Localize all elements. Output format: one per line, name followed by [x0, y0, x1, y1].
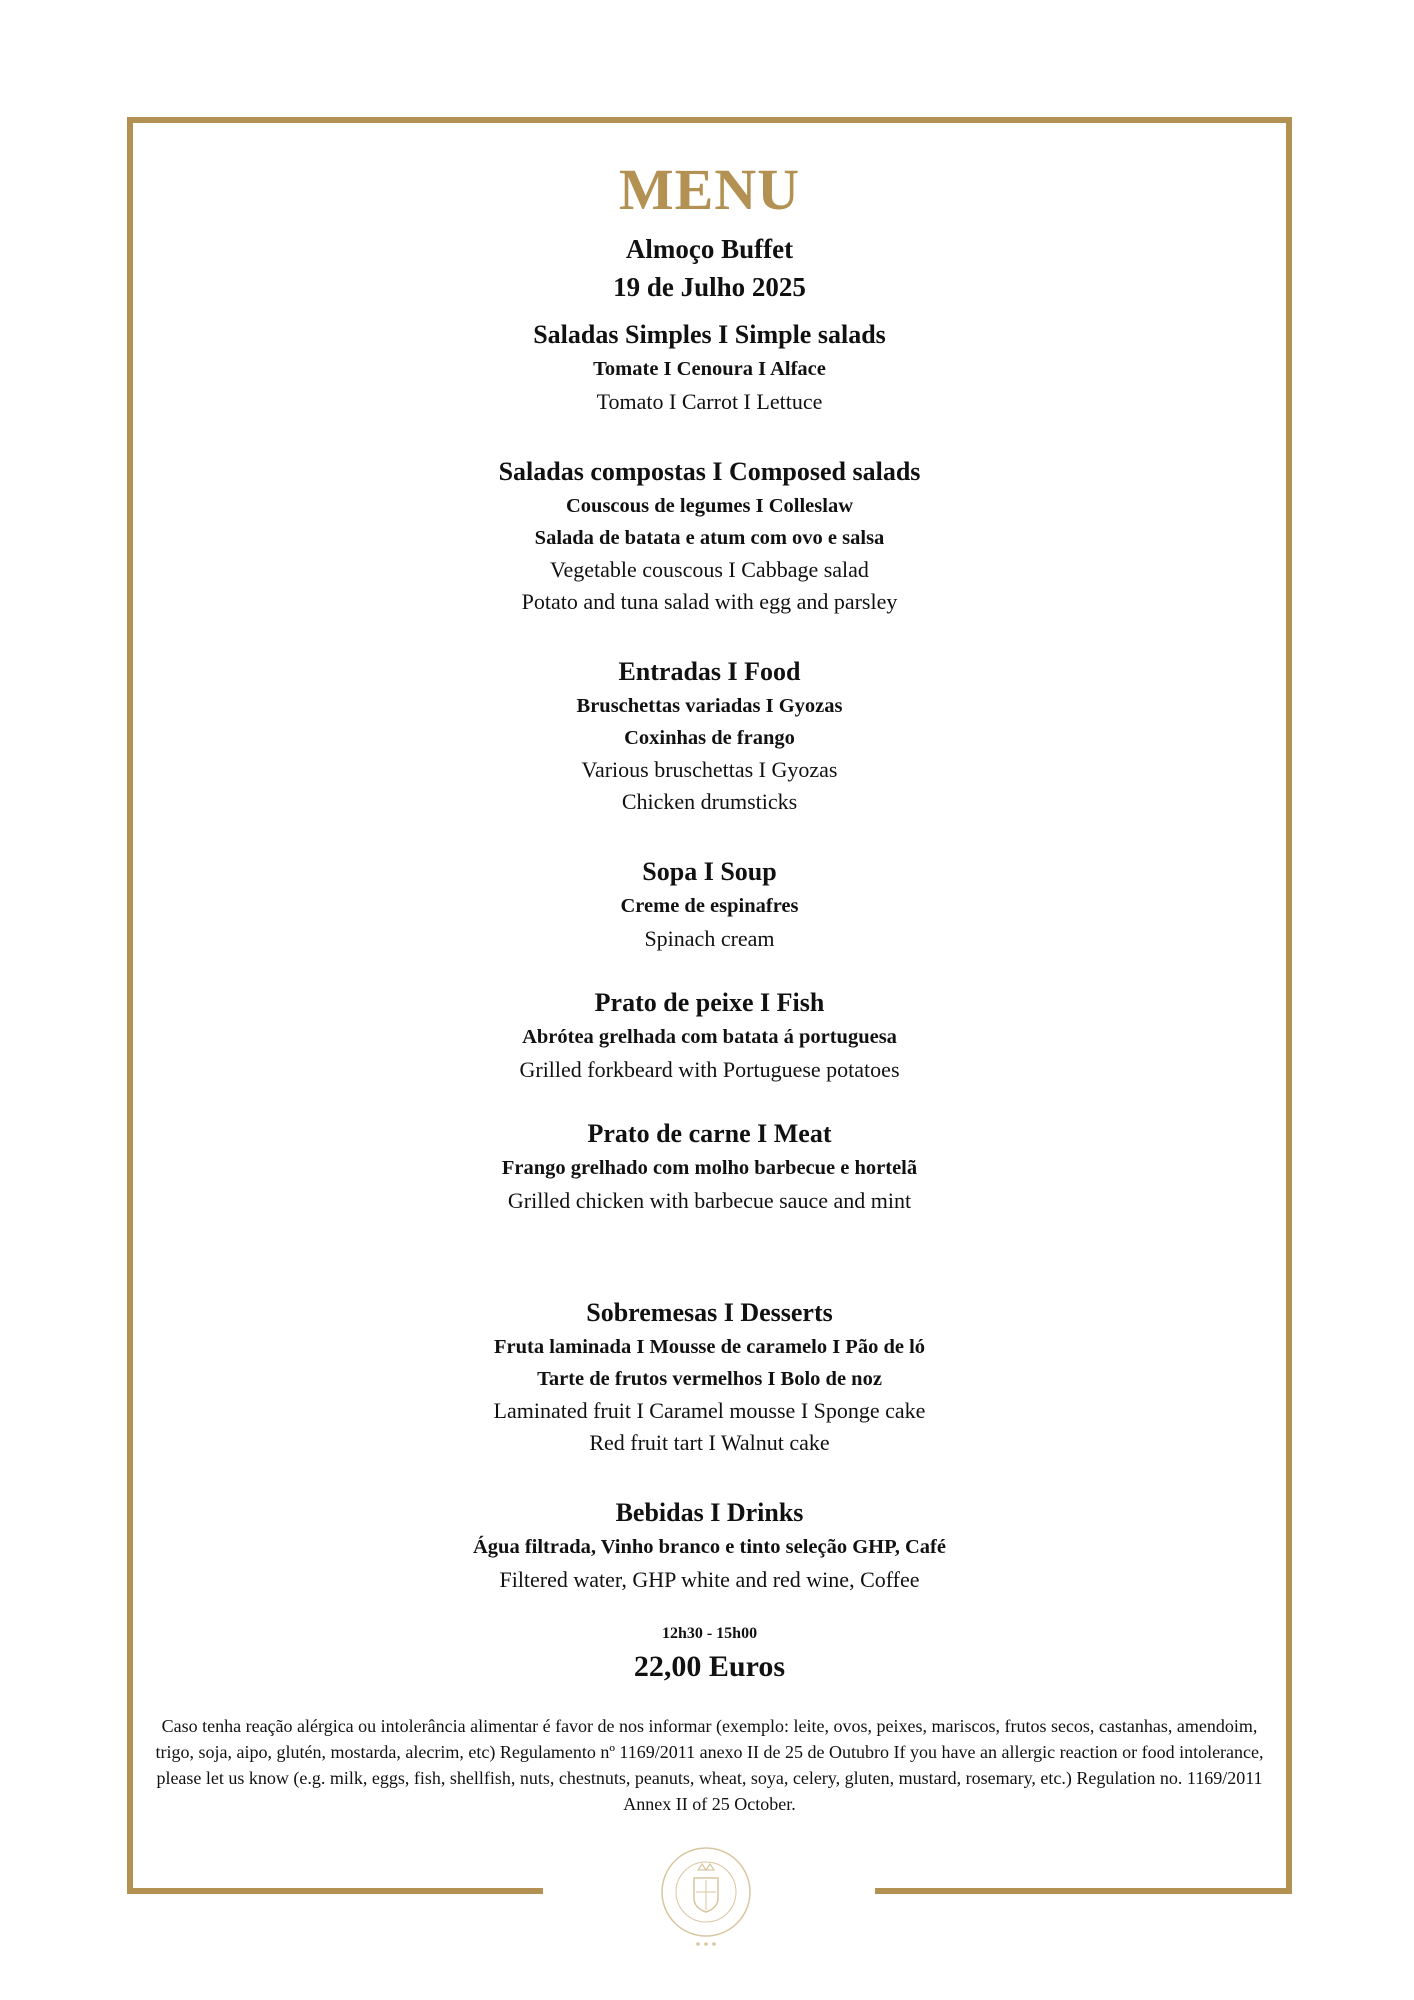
dish-portuguese: Frango grelhado com molho barbecue e hortelã: [501, 1157, 918, 1179]
menu-section: [133, 1494, 1286, 1595]
dish-english: Laminated fruit I Caramel mousse I Sponge cake: [493, 1398, 926, 1423]
service-hours: 12h30 - 15h00: [661, 1625, 758, 1642]
menu-date: 19 de Julho 2025: [613, 272, 806, 302]
menu-section: [133, 984, 1286, 1085]
frame-bottom-right-border: [875, 1888, 1292, 1894]
menu-section: [133, 1294, 1286, 1458]
dish-english: Vegetable couscous I Cabbage salad: [550, 557, 869, 582]
dish-portuguese: Tomate I Cenoura I Alface: [593, 358, 826, 380]
dish-portuguese: Tarte de frutos vermelhos I Bolo de noz: [537, 1367, 882, 1390]
allergy-note: Caso tenha reação alérgica ou intolerância alimentar é favor de nos informar (exemplo: leite, ovos, peixes, mariscos, frutos secos, castanhas, amendoim, trigo, soja, aipo, glutén, mostarda, alecrim, etc) Regulamento nº 1169/2011 anexo II de 25 de Outubro If you have an allergic reaction or food intolerance, please let us know (e.g. milk, eggs, fish, shellfish, nuts, chestnuts, peanuts, wheat, soya, celery, gluten, mustard, rosemary, etc.) Regulation no. 1169/2011 Annex II of 25 October.: [155, 1716, 1264, 1814]
menu-price: 22,00 Euros: [633, 1650, 786, 1683]
dish-portuguese: Bruschettas variadas I Gyozas: [576, 695, 843, 717]
dish-portuguese: Água filtrada, Vinho branco e tinto seleção GHP, Café: [472, 1536, 946, 1558]
section-heading: Entradas I Food: [618, 657, 801, 686]
dish-portuguese: Salada de batata e atum com ovo e salsa: [534, 526, 885, 549]
dish-english: Tomato I Carrot I Lettuce: [596, 388, 823, 414]
section-heading: Prato de peixe I Fish: [594, 988, 825, 1017]
hotel-crest-icon: [656, 1840, 756, 1950]
dish-portuguese: Fruta laminada I Mousse de caramelo I Pão de ló: [493, 1336, 926, 1358]
menu-section: [133, 453, 1286, 617]
menu-section: [133, 316, 1286, 417]
frame-right-border: [1286, 117, 1292, 1894]
dish-english: Chicken drumsticks: [621, 788, 798, 814]
frame-bottom-left-border: [127, 1888, 543, 1894]
dish-english: Filtered water, GHP white and red wine, Coffee: [499, 1566, 920, 1592]
dish-english: Grilled chicken with barbecue sauce and mint: [507, 1187, 912, 1213]
dish-english: Potato and tuna salad with egg and parsley: [521, 588, 898, 614]
section-heading: Saladas compostas I Composed salads: [498, 457, 921, 486]
menu-section: [133, 1115, 1286, 1216]
dish-english: Grilled forkbeard with Portuguese potatoes: [519, 1056, 900, 1082]
dish-portuguese: Creme de espinafres: [620, 895, 799, 917]
menu-sections: [133, 316, 1286, 1595]
dish-english: Various bruschettas I Gyozas: [581, 757, 838, 782]
section-heading: Bebidas I Drinks: [615, 1498, 804, 1527]
section-heading: Prato de carne I Meat: [587, 1119, 832, 1148]
dish-english: Spinach cream: [644, 925, 775, 951]
menu-section: [133, 853, 1286, 954]
menu-content: [133, 150, 1286, 1817]
section-heading: Sopa I Soup: [642, 857, 777, 886]
frame-top-border: [127, 117, 1292, 123]
section-heading: Sobremesas I Desserts: [586, 1298, 833, 1327]
dish-portuguese: Abrótea grelhada com batata á portuguesa: [522, 1026, 897, 1048]
dish-portuguese: Couscous de legumes I Colleslaw: [565, 495, 853, 517]
section-heading: Saladas Simples I Simple salads: [533, 320, 886, 349]
menu-subtitle: Almoço Buffet: [625, 234, 794, 264]
menu-section: [133, 653, 1286, 817]
menu-title: MENU: [618, 157, 801, 222]
dish-portuguese: Coxinhas de frango: [624, 726, 795, 749]
dish-english: Red fruit tart I Walnut cake: [589, 1429, 830, 1455]
